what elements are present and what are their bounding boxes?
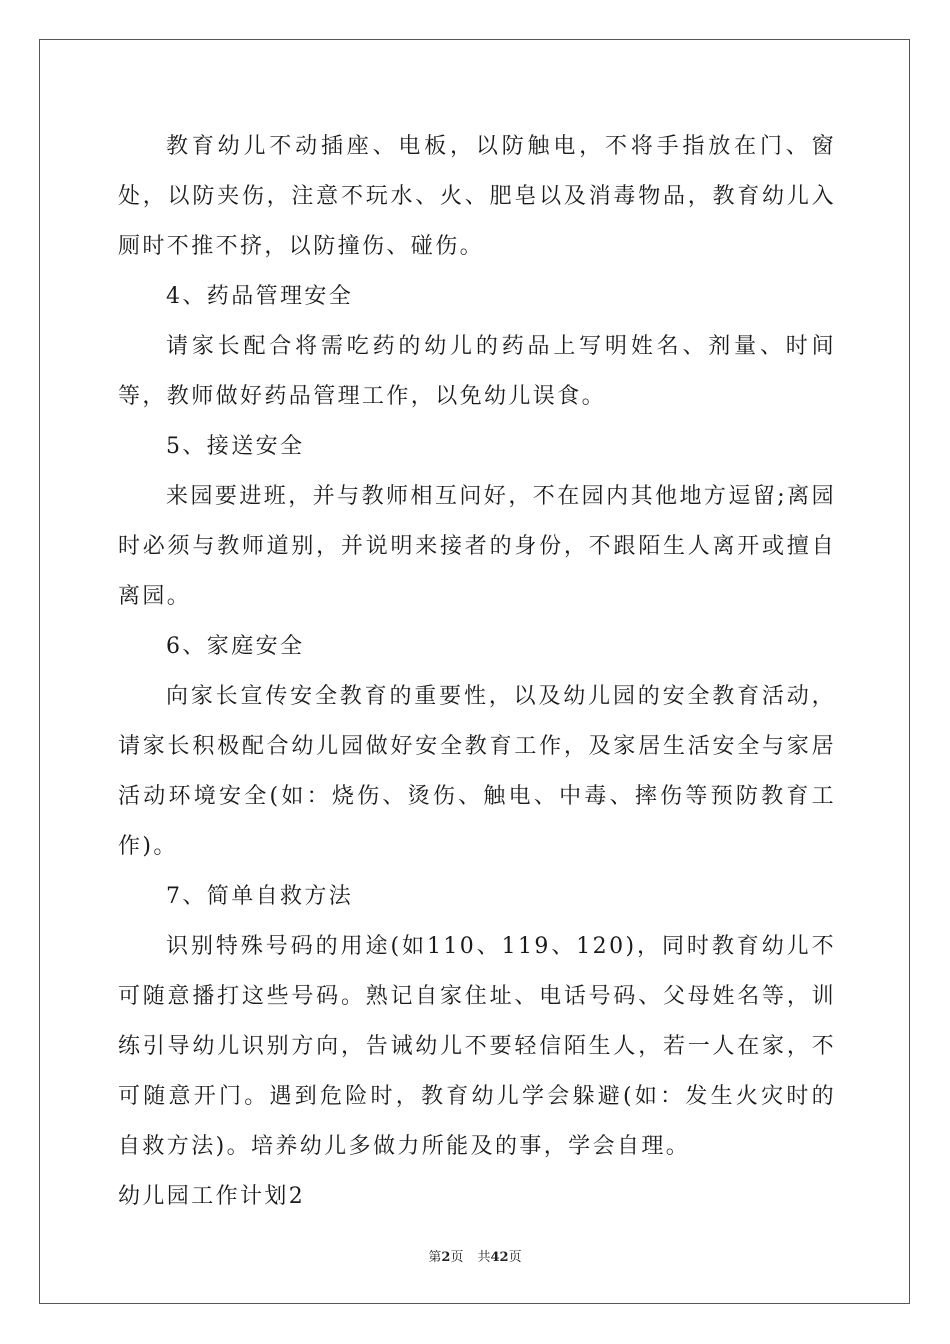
document-title-plan-2: 幼儿园工作计划2	[118, 1184, 306, 1209]
paragraph-safety-habits: 教育幼儿不动插座、电板，以防触电，不将手指放在门、窗处，以防夹伤，注意不玩水、火、肥皂以及消毒物品，教育幼儿入厕时不推不挤，以防撞伤、碰伤。	[118, 134, 836, 259]
section-heading-pickup-safety: 5、接送安全	[166, 434, 305, 459]
section-heading-family-safety: 6、家庭安全	[166, 634, 305, 659]
paragraph-medicine-safety: 请家长配合将需吃药的幼儿的药品上写明姓名、剂量、时间等，教师做好药品管理工作，以免幼儿误食。	[118, 334, 836, 409]
current-page-number: 2	[441, 1250, 451, 1265]
section-heading-self-rescue: 7、简单自救方法	[166, 884, 354, 909]
total-page-count: 42	[490, 1250, 509, 1265]
page-footer	[0, 1246, 950, 1265]
total-pages-prefix: 共	[477, 1250, 491, 1265]
paragraph-self-rescue: 识别特殊号码的用途(如110、119、120)，同时教育幼儿不可随意播打这些号码。熟记自家住址、电话号码、父母姓名等，训练引导幼儿识别方向，告诫幼儿不要轻信陌生人，若一人在家，不可随意开门。遇到危险时，教育幼儿学会躲避(如：发生火灾时的自救方法)。培养幼儿多做力所能及的事，学会自理。	[118, 934, 836, 1159]
section-heading-medicine-safety: 4、药品管理安全	[166, 284, 354, 309]
total-pages-suffix: 页	[508, 1250, 522, 1265]
paragraph-pickup-safety: 来园要进班，并与教师相互问好，不在园内其他地方逗留;离园时必须与教师道别，并说明来接者的身份，不跟陌生人离开或擅自离园。	[118, 484, 836, 609]
page-number-prefix: 第	[428, 1250, 442, 1265]
paragraph-family-safety: 向家长宣传安全教育的重要性，以及幼儿园的安全教育活动，请家长积极配合幼儿园做好安全教育工作，及家居生活安全与家居活动环境安全(如：烧伤、烫伤、触电、中毒、摔伤等预防教育工作)。	[118, 684, 836, 859]
page-number-suffix: 页	[450, 1250, 464, 1265]
document-body	[118, 122, 836, 1222]
